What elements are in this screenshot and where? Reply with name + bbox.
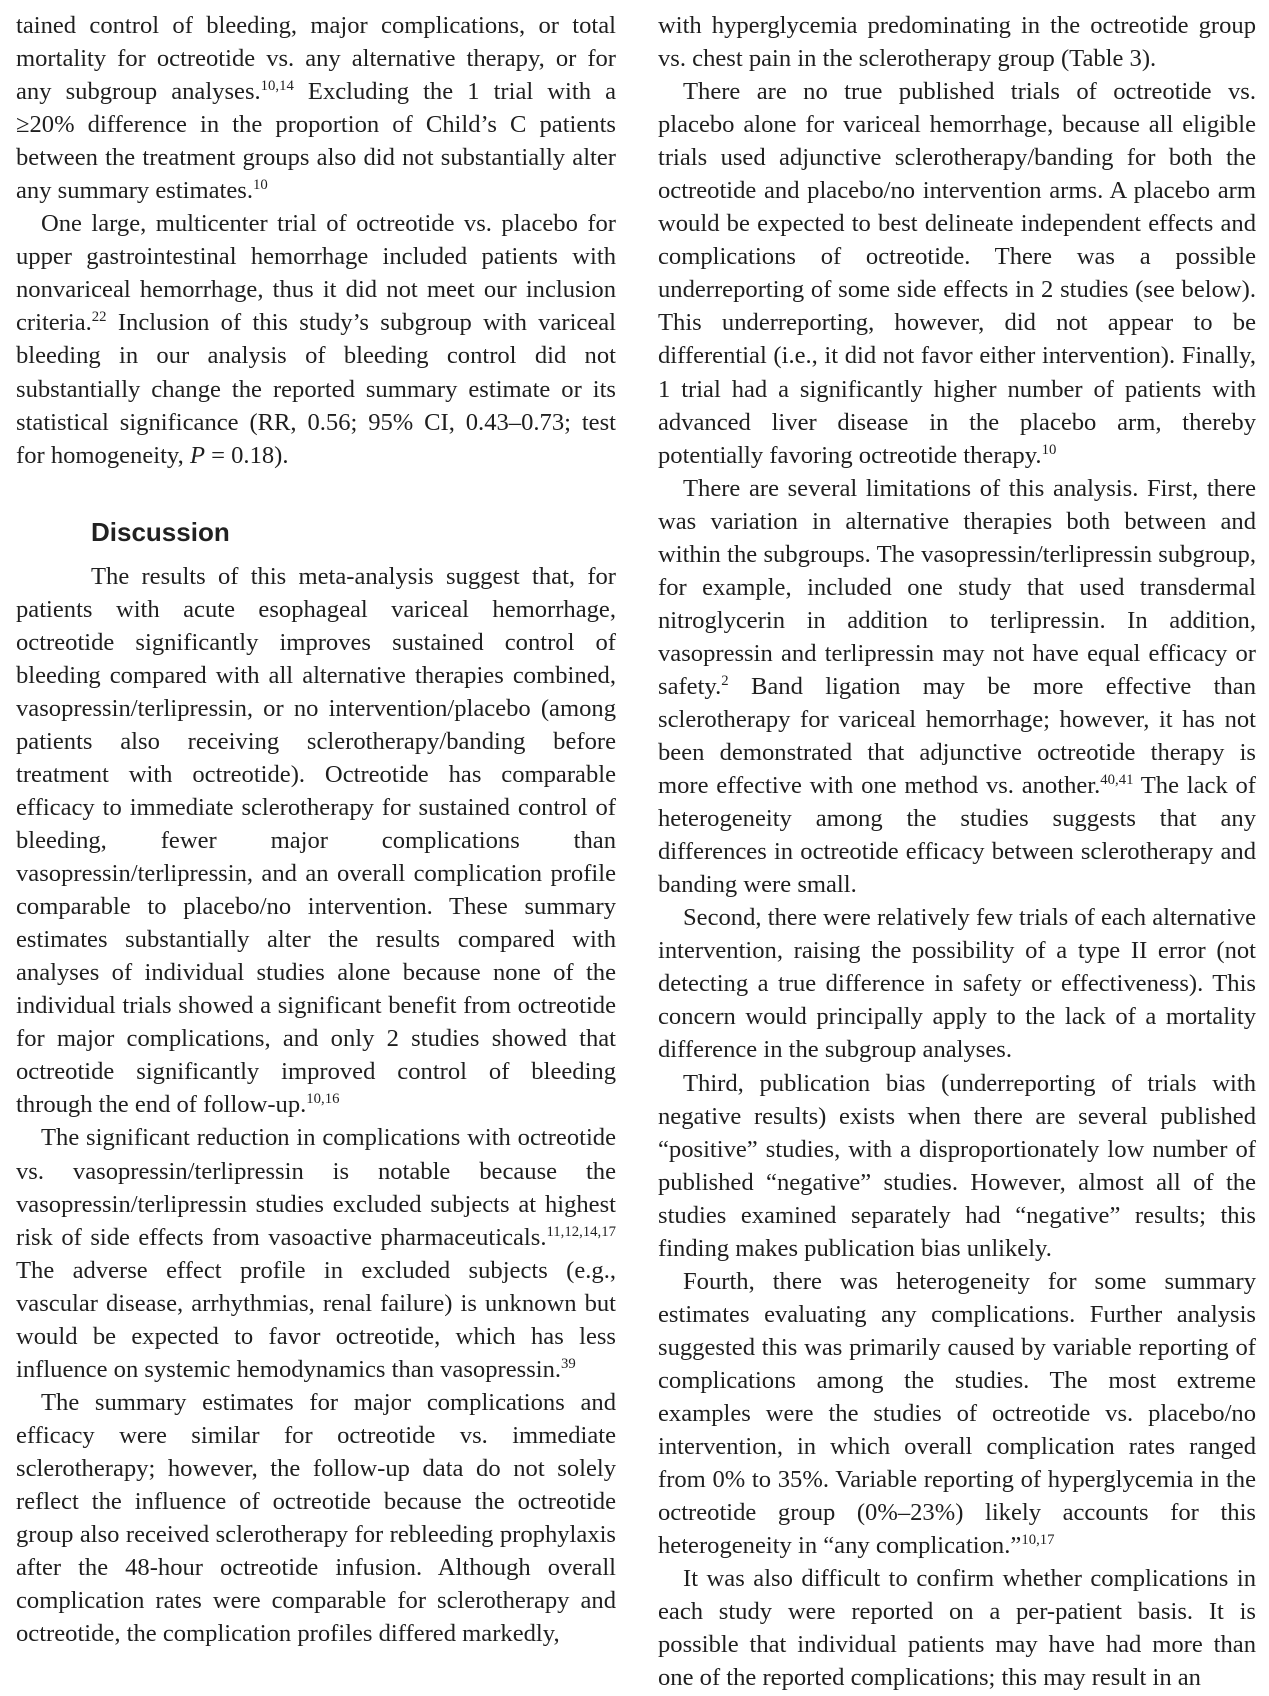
citation: 10,16 (306, 1091, 340, 1108)
paragraph-discussion-complications: The significant reduction in complications with octreotide vs. vasopressin/terlipressin is notable because the vasopressin/terlipressin studies excluded subjects at highest risk of side effects from vasoactive pharmaceuticals.$^{11,12,14,17}$ The adverse effect profile in excluded subjects (e.g., vascular disease, arrhythmias, renal failure) is unknown but would be expected to favor octreotide, which has less influence on systemic hemodynamics than vasopressin.$^{39}$ (16, 1124, 616, 1383)
citation: 39 (561, 1355, 576, 1372)
paragraph-limitations-fourth: Fourth, there was heterogeneity for some summary estimates evaluating any complications. Further analysis suggested this was primarily caused by variable reporting of complications among the studies. The most extreme examples were the studies of octreotide vs. placebo/no intervention, in which overall complication rates ranged from 0% to 35%. Variable reporting of hyperglycemia in the octreotide group (0%–23%) likely accounts for this heterogeneity in “any complication.”$^{10,17}$ (658, 1267, 1256, 1560)
left-column (16, 9, 616, 1650)
citation: 10 (1041, 441, 1057, 458)
paragraph-limitations-third: Third, publication bias (underreporting of trials with negative results) exists when there are several published “positive” studies, with a disproportionately low number of published “negative” studies. However, almost all of the studies examined separately had “negative” results; this finding makes publication bias unlikely. (658, 1069, 1256, 1262)
citation: 22 (91, 309, 107, 326)
citation: 11,12,14,17 (546, 1223, 616, 1240)
citation: 2 (721, 672, 729, 689)
paragraph-discussion-results: The results of this meta-analysis suggest that, for patients with acute esophageal variceal hemorrhage, octreotide significantly improves sustained control of bleeding compared with all alternative therapies combined, vasopressin/terlipressin, or no intervention/placebo (among patients also receiving sclerotherapy/banding before treatment with octreotide). Octreotide has comparable efficacy to immediate sclerotherapy for sustained control of bleeding, fewer major complications than vasopressin/terlipressin, and an overall complication profile comparable to placebo/no intervention. These summary estimates substantially alter the results compared with analyses of individual studies alone because none of the individual trials showed a significant benefit from octreotide for major complications, and only 2 studies showed that octreotide significantly improved control of bleeding through the end of follow-up.$^{10,16}$ (16, 562, 616, 1119)
paragraph-multicenter-trial: One large, multicenter trial of octreotide vs. placebo for upper gastrointestinal hemorrhage included patients with nonvariceal hemorrhage, thus it did not meet our inclusion criteria.$^{22}$ Inclusion of this study’s subgroup with variceal bleeding in our analysis of bleeding control did not substantially change the reported summary estimate or its statistical significance (RR, 0.56; 95% CI, 0.43–0.73; test for homogeneity, P = 0.18). (16, 210, 616, 469)
section-heading-discussion: Discussion (91, 516, 230, 547)
paragraph-per-patient-complications: It was also difficult to confirm whether complications in each study were reported on a per-patient basis. It is possible that individual patients may have had more than one of the reported complications; this may result in an (658, 1565, 1256, 1692)
paragraph-limitations-second: Second, there were relatively few trials of each alternative intervention, raising the possibility of a type II error (not detecting a true difference in safety or effectiveness). This concern would principally apply to the lack of a mortality difference in the subgroup analyses. (658, 904, 1256, 1064)
paragraph-no-placebo-trials: There are no true published trials of octreotide vs. placebo alone for variceal hemorrhage, because all eligible trials used adjunctive sclerotherapy/banding for both the octreotide and placebo/no intervention arms. A placebo arm would be expected to best delineate independent effects and complications of octreotide. There was a possible underreporting of some side effects in 2 studies (see below). This underreporting, however, did not appear to be differential (i.e., it did not favor either intervention). Finally, 1 trial had a significantly higher number of patients with advanced liver disease in the placebo arm, thereby potentially favoring octreotide therapy.$^{10}$ (658, 78, 1256, 469)
right-column (658, 9, 1256, 1694)
paragraph-continuation: tained control of bleeding, major complications, or total mortality for octreotide vs. any alternative therapy, or for any subgroup analyses.$^{10,14}$ Excluding the 1 trial with a ≥20% difference in the proportion of Child’s C patients between the treatment groups also did not substantially alter any summary estimates.$^{10}$ (16, 12, 616, 205)
paragraph-discussion-sclerotherapy: The summary estimates for major complications and efficacy were similar for octreotide vs. immediate sclerotherapy; however, the follow-up data do not solely reflect the influence of octreotide because the octreotide group also received sclerotherapy for rebleeding prophylaxis after the 48-hour octreotide infusion. Although overall complication rates were comparable for sclerotherapy and octreotide, the complication profiles differed markedly, (16, 1388, 616, 1648)
citation: 10,17 (1021, 1532, 1055, 1549)
paragraph-continuation: with hyperglycemia predominating in the octreotide group vs. chest pain in the sclerotherapy group (Table 3). (658, 12, 1256, 73)
citation: 10,14 (260, 77, 294, 94)
citation: 40,41 (1100, 771, 1134, 788)
paragraph-limitations-first: There are several limitations of this analysis. First, there was variation in alternative therapies both between and within the subgroups. The vasopressin/terlipressin subgroup, for example, included one study that used transdermal nitroglycerin in addition to terlipressin. In addition, vasopressin and terlipressin may not have equal efficacy or safety.$^2$ Band ligation may be more effective than sclerotherapy for variceal hemorrhage; however, it has not been demonstrated that adjunctive octreotide therapy is more effective with one method vs. another.$^{40,41}$ The lack of heterogeneity among the studies suggests that any differences in octreotide efficacy between sclerotherapy and banding were small. (658, 474, 1256, 899)
citation: 10 (253, 177, 268, 194)
